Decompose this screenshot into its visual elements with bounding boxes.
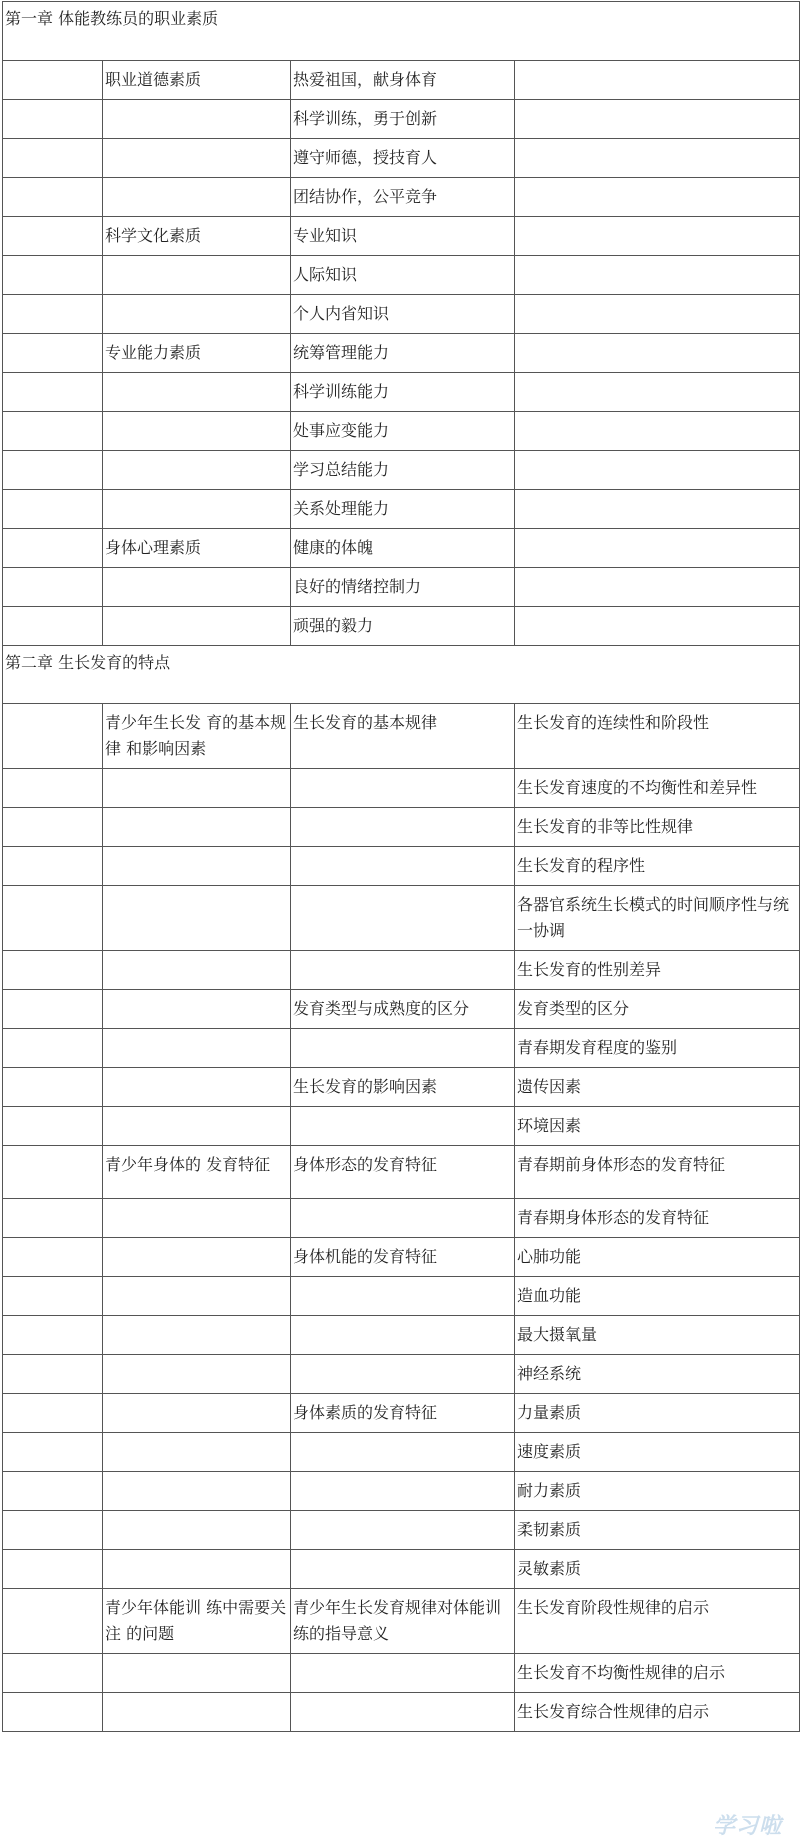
section-cell [103, 490, 291, 529]
table-row [3, 1146, 800, 1199]
subtopic-cell [515, 373, 800, 412]
topic-cell [291, 769, 515, 808]
topic-cell [291, 1550, 515, 1589]
topic-cell: 良好的情绪控制力 [291, 568, 515, 607]
topic-cell [291, 1316, 515, 1355]
section-cell [103, 373, 291, 412]
topic-cell [291, 1472, 515, 1511]
table-row [3, 451, 800, 490]
table-row [3, 1472, 800, 1511]
table-row [3, 1550, 800, 1589]
indent-cell [3, 178, 103, 217]
topic-cell [291, 1693, 515, 1732]
indent-cell [3, 1277, 103, 1316]
subtopic-cell: 柔韧素质 [515, 1511, 800, 1550]
table-row [3, 217, 800, 256]
topic-cell [291, 1433, 515, 1472]
subtopic-cell: 青春期身体形态的发育特征 [515, 1199, 800, 1238]
subtopic-cell: 生长发育的非等比性规律 [515, 808, 800, 847]
topic-cell [291, 1029, 515, 1068]
table-row [3, 769, 800, 808]
section-cell [103, 1199, 291, 1238]
table-row [3, 808, 800, 847]
section-cell [103, 1029, 291, 1068]
section-cell [103, 100, 291, 139]
indent-cell [3, 568, 103, 607]
topic-cell [291, 1511, 515, 1550]
subtopic-cell: 最大摄氧量 [515, 1316, 800, 1355]
outline-table [2, 1, 800, 1732]
table-row [3, 1029, 800, 1068]
indent-cell [3, 1511, 103, 1550]
subtopic-cell: 速度素质 [515, 1433, 800, 1472]
section-cell [103, 178, 291, 217]
table-row [3, 847, 800, 886]
subtopic-cell [515, 334, 800, 373]
indent-cell [3, 529, 103, 568]
table-row [3, 61, 800, 100]
section-cell [103, 847, 291, 886]
section-cell [103, 1316, 291, 1355]
table-row [3, 607, 800, 646]
section-cell: 科学文化素质 [103, 217, 291, 256]
section-cell: 青少年身体的 发育特征 [103, 1146, 291, 1199]
section-cell [103, 1511, 291, 1550]
subtopic-cell [515, 412, 800, 451]
chapter-title: 第二章 生长发育的特点 [3, 646, 800, 704]
indent-cell [3, 373, 103, 412]
topic-cell: 青少年生长发育规律对体能训练的指导意义 [291, 1589, 515, 1654]
topic-cell: 身体素质的发育特征 [291, 1394, 515, 1433]
subtopic-cell: 环境因素 [515, 1107, 800, 1146]
subtopic-cell [515, 217, 800, 256]
topic-cell [291, 808, 515, 847]
table-row [3, 1199, 800, 1238]
table-row [3, 178, 800, 217]
section-cell [103, 1472, 291, 1511]
topic-cell: 处事应变能力 [291, 412, 515, 451]
indent-cell [3, 1394, 103, 1433]
indent-cell [3, 951, 103, 990]
section-cell: 青少年生长发 育的基本规律 和影响因素 [103, 704, 291, 769]
table-row [3, 886, 800, 951]
indent-cell [3, 886, 103, 951]
indent-cell [3, 704, 103, 769]
subtopic-cell [515, 139, 800, 178]
subtopic-cell: 生长发育的程序性 [515, 847, 800, 886]
subtopic-cell: 青春期发育程度的鉴别 [515, 1029, 800, 1068]
indent-cell [3, 1146, 103, 1199]
topic-cell: 生长发育的影响因素 [291, 1068, 515, 1107]
topic-cell: 生长发育的基本规律 [291, 704, 515, 769]
topic-cell: 团结协作，公平竞争 [291, 178, 515, 217]
subtopic-cell [515, 295, 800, 334]
subtopic-cell [515, 568, 800, 607]
topic-cell [291, 1355, 515, 1394]
table-row [3, 1068, 800, 1107]
table-row [3, 529, 800, 568]
topic-cell [291, 1277, 515, 1316]
subtopic-cell: 力量素质 [515, 1394, 800, 1433]
topic-cell [291, 1654, 515, 1693]
indent-cell [3, 1433, 103, 1472]
table-row [3, 373, 800, 412]
indent-cell [3, 1693, 103, 1732]
section-cell [103, 1550, 291, 1589]
section-cell [103, 808, 291, 847]
topic-cell [291, 847, 515, 886]
section-cell [103, 139, 291, 178]
topic-cell: 身体形态的发育特征 [291, 1146, 515, 1199]
section-cell [103, 1355, 291, 1394]
table-row [3, 295, 800, 334]
table-row [3, 1511, 800, 1550]
indent-cell [3, 1068, 103, 1107]
topic-cell: 热爱祖国，献身体育 [291, 61, 515, 100]
indent-cell [3, 1029, 103, 1068]
section-cell: 职业道德素质 [103, 61, 291, 100]
section-cell [103, 256, 291, 295]
indent-cell [3, 1238, 103, 1277]
table-row [3, 334, 800, 373]
table-row [3, 1589, 800, 1654]
chapter-row [3, 646, 800, 704]
topic-cell: 关系处理能力 [291, 490, 515, 529]
section-cell [103, 990, 291, 1029]
indent-cell [3, 1472, 103, 1511]
table-row [3, 568, 800, 607]
indent-cell [3, 139, 103, 178]
indent-cell [3, 217, 103, 256]
indent-cell [3, 1355, 103, 1394]
section-cell [103, 1238, 291, 1277]
section-cell [103, 1693, 291, 1732]
topic-cell: 遵守师德，授技育人 [291, 139, 515, 178]
indent-cell [3, 412, 103, 451]
section-cell [103, 412, 291, 451]
section-cell: 身体心理素质 [103, 529, 291, 568]
topic-cell: 身体机能的发育特征 [291, 1238, 515, 1277]
indent-cell [3, 808, 103, 847]
topic-cell: 科学训练，勇于创新 [291, 100, 515, 139]
subtopic-cell: 发育类型的区分 [515, 990, 800, 1029]
topic-cell [291, 886, 515, 951]
table-row [3, 990, 800, 1029]
subtopic-cell [515, 451, 800, 490]
table-row [3, 490, 800, 529]
section-cell [103, 1068, 291, 1107]
chapter-title: 第一章 体能教练员的职业素质 [3, 2, 800, 61]
indent-cell [3, 61, 103, 100]
section-cell [103, 1277, 291, 1316]
topic-cell: 发育类型与成熟度的区分 [291, 990, 515, 1029]
table-row [3, 1277, 800, 1316]
topic-cell: 科学训练能力 [291, 373, 515, 412]
table-row [3, 704, 800, 769]
table-row [3, 951, 800, 990]
indent-cell [3, 1589, 103, 1654]
subtopic-cell: 灵敏素质 [515, 1550, 800, 1589]
subtopic-cell: 神经系统 [515, 1355, 800, 1394]
topic-cell: 专业知识 [291, 217, 515, 256]
indent-cell [3, 1107, 103, 1146]
table-row [3, 1394, 800, 1433]
subtopic-cell: 耐力素质 [515, 1472, 800, 1511]
section-cell [103, 1654, 291, 1693]
subtopic-cell: 遗传因素 [515, 1068, 800, 1107]
subtopic-cell [515, 61, 800, 100]
section-cell [103, 295, 291, 334]
subtopic-cell [515, 100, 800, 139]
table-row [3, 1654, 800, 1693]
table-row [3, 1107, 800, 1146]
section-cell [103, 769, 291, 808]
section-cell [103, 451, 291, 490]
table-row [3, 1433, 800, 1472]
section-cell [103, 886, 291, 951]
topic-cell [291, 1107, 515, 1146]
indent-cell [3, 847, 103, 886]
subtopic-cell: 生长发育的性别差异 [515, 951, 800, 990]
subtopic-cell: 心肺功能 [515, 1238, 800, 1277]
indent-cell [3, 1199, 103, 1238]
subtopic-cell: 生长发育阶段性规律的启示 [515, 1589, 800, 1654]
watermark-logo: 学习啦 [712, 1814, 782, 1839]
section-cell: 专业能力素质 [103, 334, 291, 373]
table-row [3, 1316, 800, 1355]
section-cell [103, 1394, 291, 1433]
subtopic-cell [515, 178, 800, 217]
indent-cell [3, 607, 103, 646]
topic-cell: 统筹管理能力 [291, 334, 515, 373]
indent-cell [3, 490, 103, 529]
subtopic-cell [515, 256, 800, 295]
subtopic-cell: 生长发育的连续性和阶段性 [515, 704, 800, 769]
subtopic-cell [515, 529, 800, 568]
subtopic-cell [515, 490, 800, 529]
indent-cell [3, 100, 103, 139]
outline-table-body [3, 2, 800, 1732]
subtopic-cell [515, 607, 800, 646]
indent-cell [3, 256, 103, 295]
topic-cell: 学习总结能力 [291, 451, 515, 490]
indent-cell [3, 1550, 103, 1589]
section-cell: 青少年体能训 练中需要关注 的问题 [103, 1589, 291, 1654]
indent-cell [3, 451, 103, 490]
topic-cell: 个人内省知识 [291, 295, 515, 334]
subtopic-cell: 青春期前身体形态的发育特征 [515, 1146, 800, 1199]
indent-cell [3, 769, 103, 808]
table-row [3, 139, 800, 178]
subtopic-cell: 生长发育速度的不均衡性和差异性 [515, 769, 800, 808]
topic-cell: 健康的体魄 [291, 529, 515, 568]
section-cell [103, 951, 291, 990]
table-row [3, 100, 800, 139]
section-cell [103, 1433, 291, 1472]
subtopic-cell: 生长发育综合性规律的启示 [515, 1693, 800, 1732]
topic-cell: 顽强的毅力 [291, 607, 515, 646]
table-row [3, 1355, 800, 1394]
table-row [3, 256, 800, 295]
indent-cell [3, 295, 103, 334]
section-cell [103, 1107, 291, 1146]
topic-cell [291, 951, 515, 990]
topic-cell: 人际知识 [291, 256, 515, 295]
indent-cell [3, 990, 103, 1029]
table-row [3, 1238, 800, 1277]
section-cell [103, 607, 291, 646]
indent-cell [3, 1316, 103, 1355]
subtopic-cell: 各器官系统生长模式的时间顺序性与统一协调 [515, 886, 800, 951]
indent-cell [3, 334, 103, 373]
indent-cell [3, 1654, 103, 1693]
chapter-row [3, 2, 800, 61]
topic-cell [291, 1199, 515, 1238]
table-row [3, 1693, 800, 1732]
section-cell [103, 568, 291, 607]
subtopic-cell: 造血功能 [515, 1277, 800, 1316]
subtopic-cell: 生长发育不均衡性规律的启示 [515, 1654, 800, 1693]
table-row [3, 412, 800, 451]
